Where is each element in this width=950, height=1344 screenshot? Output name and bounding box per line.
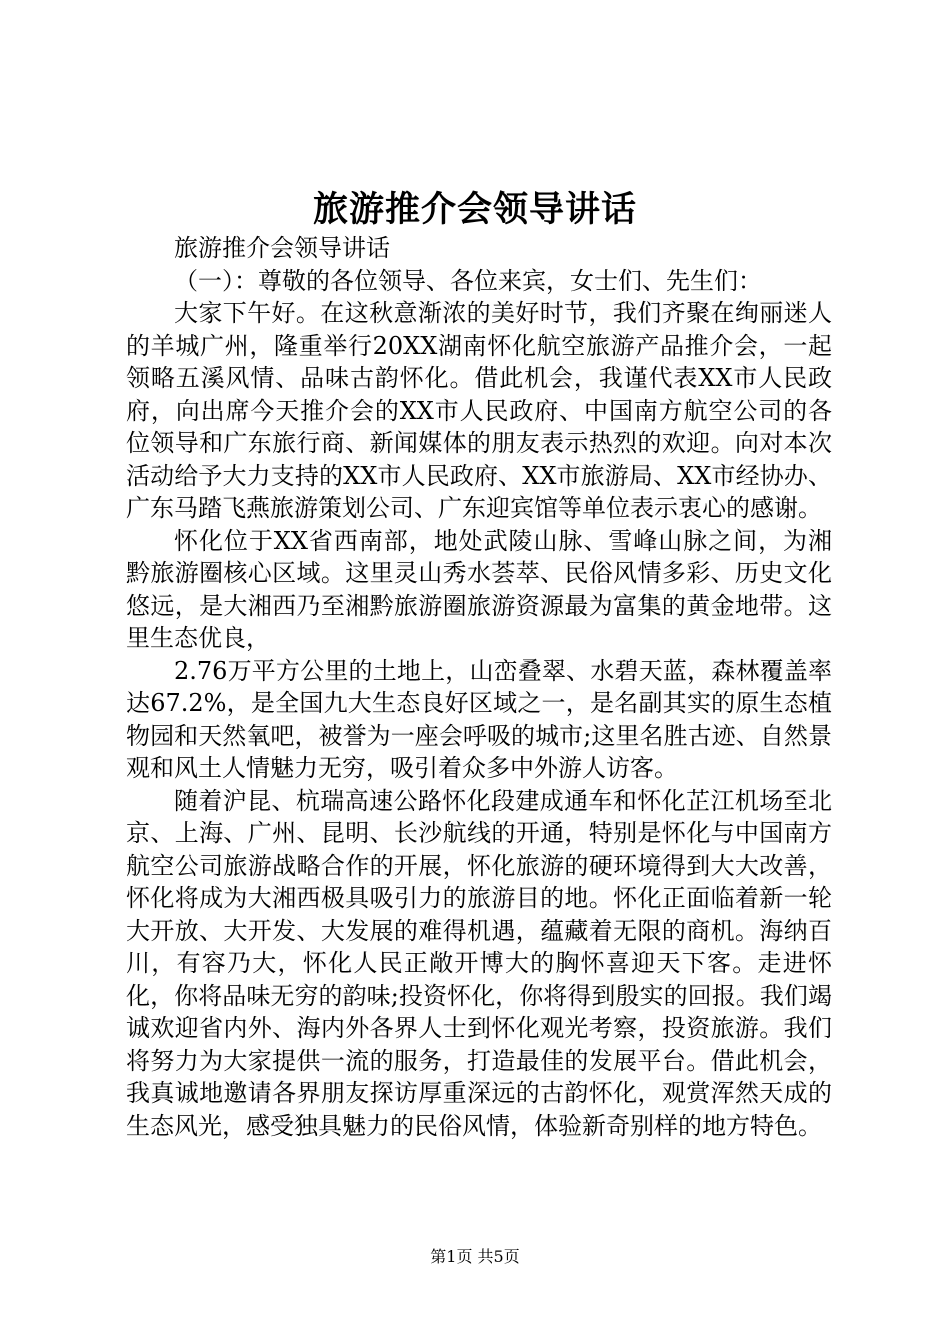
paragraph-ecology: 2.76万平方公里的土地上，山峦叠翠、水碧天蓝，森林覆盖率达67.2%，是全国九大生态良好区域之一，是名副其实的原生态植物园和天然氧吧，被誉为一座会呼吸的城市;这里名胜古迹、自然景观和风土人情魅力无穷，吸引着众多中外游人访客。 (126, 656, 832, 782)
document-title: 旅游推介会领导讲话 (312, 189, 637, 230)
document-body (126, 232, 832, 1142)
paragraph-greeting: 大家下午好。在这秋意渐浓的美好时节，我们齐聚在绚丽迷人的羊城广州，隆重举行20XX湖南怀化航空旅游产品推介会，一起领略五溪风情、品味古韵怀化。借此机会，我谨代表XX市人民政府，向出席今天推介会的XX市人民政府、中国南方航空公司的各位领导和广东旅行商、新闻媒体的朋友表示热烈的欢迎。向对本次活动给予大力支持的XX市人民政府、XX市旅游局、XX市经协办、广东马踏飞燕旅游策划公司、广东迎宾馆等单位表示衷心的感谢。 (126, 299, 832, 522)
paragraph-location: 怀化位于XX省西南部，地处武陵山脉、雪峰山脉之间，为湘黔旅游圈核心区域。这里灵山秀水荟萃、民俗风情多彩、历史文化悠远，是大湘西乃至湘黔旅游圈旅游资源最为富集的黄金地带。这里生态优良， (126, 526, 832, 652)
paragraph-invitation: 随着沪昆、杭瑞高速公路怀化段建成通车和怀化芷江机场至北京、上海、广州、昆明、长沙航线的开通，特别是怀化与中国南方航空公司旅游战略合作的开展，怀化旅游的硬环境得到大大改善，怀化将成为大湘西极具吸引力的旅游目的地。怀化正面临着新一轮大开放、大开发、大发展的难得机遇，蕴藏着无限的商机。海纳百川，有容乃大，怀化人民正敞开博大的胸怀喜迎天下客。走进怀化，你将品味无穷的韵味;投资怀化，你将得到殷实的回报。我们竭诚欢迎省内外、海内外各界人士到怀化观光考察，投资旅游。我们将努力为大家提供一流的服务，打造最佳的发展平台。借此机会，我真诚地邀请各界朋友探访厚重深远的古韵怀化，观赏浑然天成的生态风光，感受独具魅力的民俗风情，体验新奇别样的地方特色。 (126, 786, 832, 1140)
paragraph-salutation: （一）：尊敬的各位领导、各位来宾，女士们、先生们： (174, 266, 762, 295)
paragraph-subtitle: 旅游推介会领导讲话 (174, 234, 390, 262)
page-footer: 第1页 共5页 (430, 1247, 520, 1266)
